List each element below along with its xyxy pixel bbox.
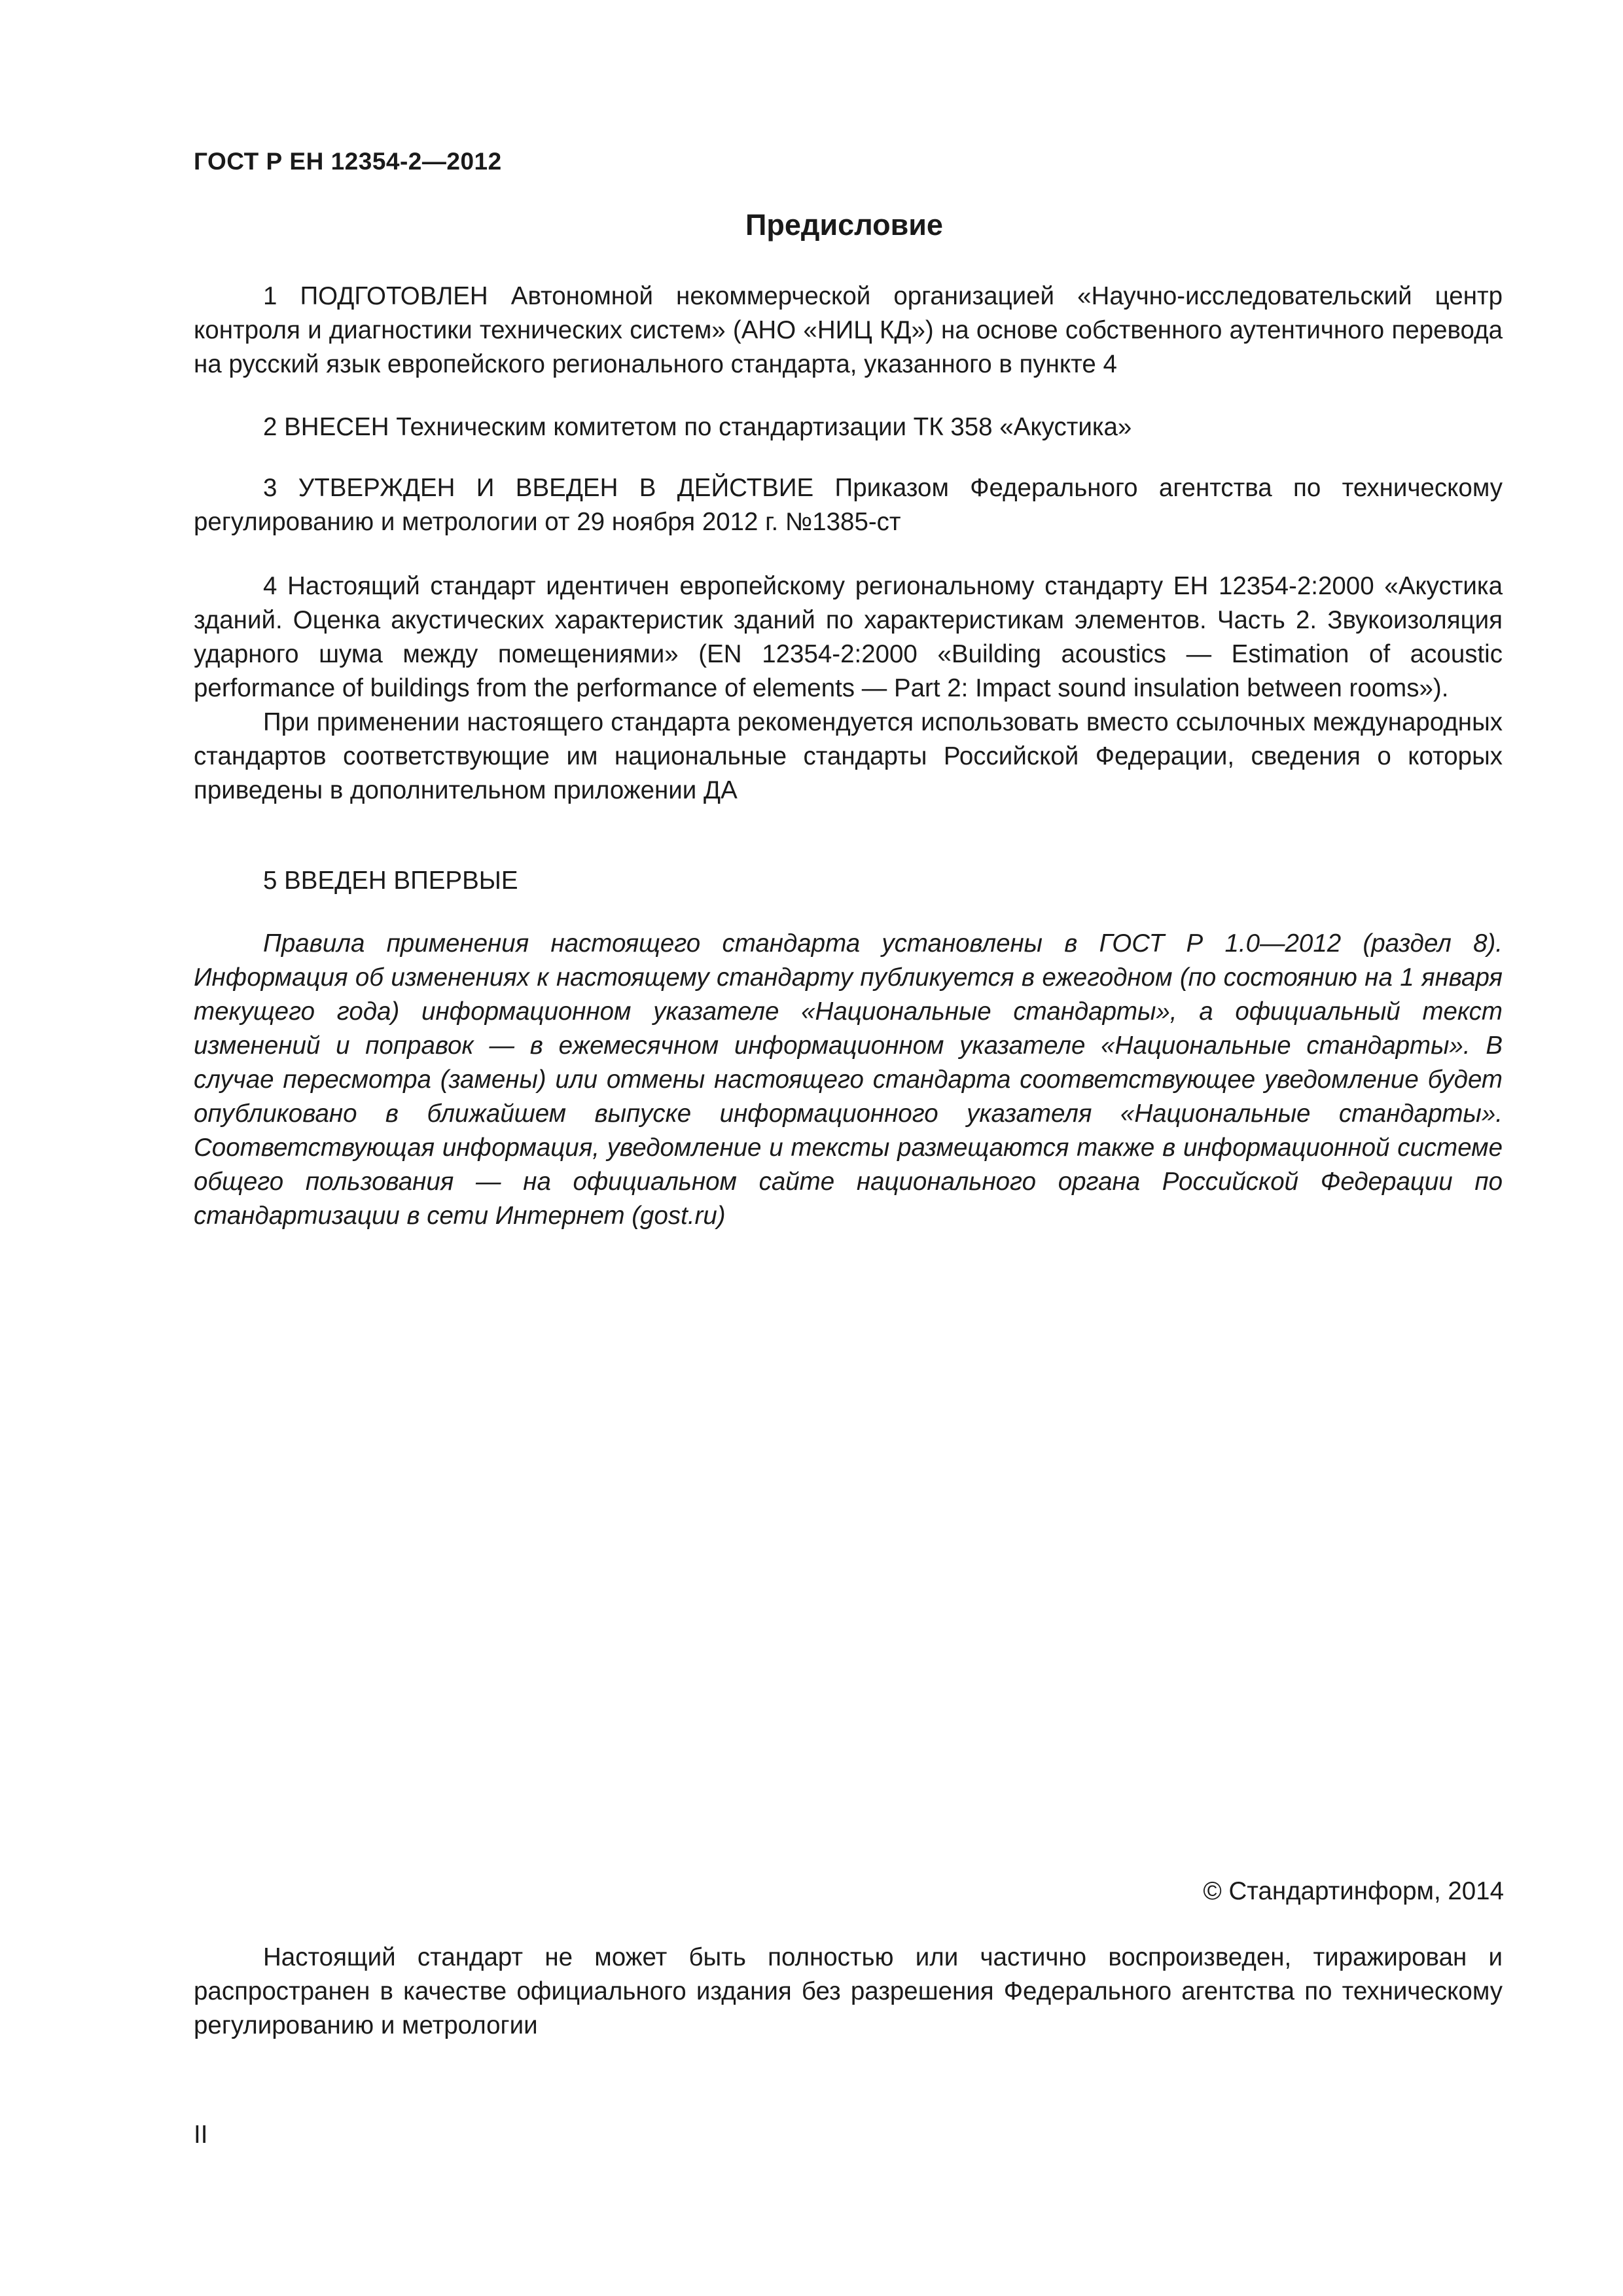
section-5 xyxy=(194,864,1503,898)
reproduction-notice-text: Настоящий стандарт не может быть полностью или частично воспроизведен, тиражирован и распространен в качестве официального издания без разрешения Федерального агентства по техническому регулированию и метрологии xyxy=(194,1943,1503,2039)
page-title: Предисловие xyxy=(745,208,943,242)
reproduction-notice xyxy=(194,1941,1503,2043)
section-1-text: 1 ПОДГОТОВЛЕН Автономной некоммерческой организацией «Научно-исследовательский центр контроля и диагностики технических систем» (АНО «НИЦ КД») на основе собственного аутентичного перевода на русский язык европейского регионального стандарта, указанного в пункте 4 xyxy=(194,282,1503,378)
copyright: © Стандартинформ, 2014 xyxy=(1203,1877,1504,1905)
section-3 xyxy=(194,471,1503,539)
rules-notice-text: Правила применения настоящего стандарта установлены в ГОСТ Р 1.0—2012 (раздел 8). Информация об изменениях к настоящему стандарту публикуется в ежегодном (по состоянию на 1 января текущего года) информационном указателе «Национальные стандарты», а официальный текст изменений и поправок — в ежемесячном информационном указателе «Национальные стандарты». В случае пересмотра (замены) или отмены настоящего стандарта соответствующее уведомление будет опубликовано в ближайшем выпуске информационного указателя «Национальные стандарты». Соответствующая информация, уведомление и тексты размещаются также в информационной системе общего пользования — на официальном сайте национального органа Российской Федерации по стандартизации в сети Интернет (gost.ru) xyxy=(194,929,1503,1230)
document-code: ГОСТ Р ЕН 12354-2—2012 xyxy=(194,148,502,175)
section-5-text: 5 ВВЕДЕН ВПЕРВЫЕ xyxy=(263,867,518,895)
section-1 xyxy=(194,279,1503,382)
section-3-text: 3 УТВЕРЖДЕН И ВВЕДЕН В ДЕЙСТВИЕ Приказом Федерального агентства по техническому регулированию и метрологии от 29 ноября 2012 г. №1385-ст xyxy=(194,474,1503,536)
section-2 xyxy=(194,410,1503,444)
page-number: II xyxy=(194,2121,208,2149)
section-4 xyxy=(194,569,1503,808)
rules-notice xyxy=(194,927,1503,1233)
section-2-text: 2 ВНЕСЕН Техническим комитетом по стандартизации ТК 358 «Акустика» xyxy=(263,413,1132,441)
section-4-text: 4 Настоящий стандарт идентичен европейскому региональному стандарту ЕН 12354-2:2000 «Акустика зданий. Оценка акустических характеристик зданий по характеристикам элементов. Часть 2. Звукоизоляция ударного шума между помещениями» (EN 12354-2:2000 «Building acoustics — Estimation of acoustic performance of buildings from the performance of elements — Part 2: Impact sound insulation between rooms»). xyxy=(194,572,1503,702)
section-4-note: При применении настоящего стандарта рекомендуется использовать вместо ссылочных международных стандартов соответствующие им национальные стандарты Российской Федерации, сведения о которых приведены в дополнительном приложении ДА xyxy=(194,708,1503,804)
